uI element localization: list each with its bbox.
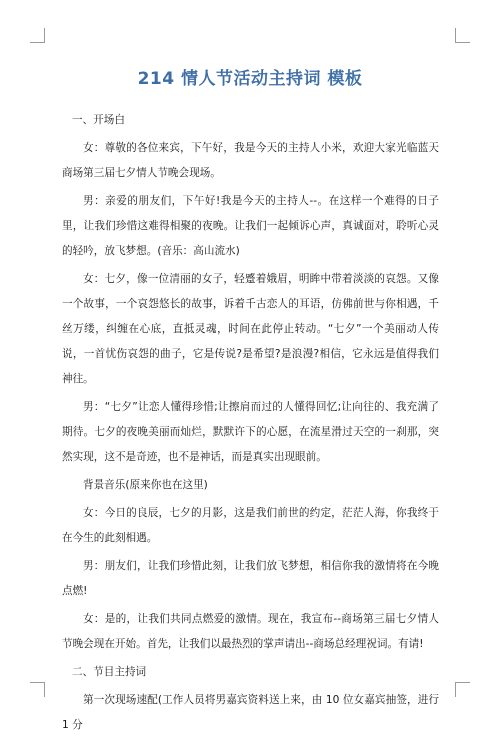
- paragraph: 男：亲爱的朋友们，下午好!我是今天的主持人--。在这样一个难得的日子里，让我们珍惜这难得相聚的夜晚。让我们一起倾诉心声，真诚面对，聆听心灵的轻吟，放飞梦想。(音乐：高山流水): [62, 195, 439, 257]
- paragraph: 女：尊敬的各位来宾，下午好，我是今天的主持人小米，欢迎大家光临蓝天商场第三届七夕情人节晚会现场。: [62, 142, 439, 179]
- document-body: [62, 108, 439, 741]
- paragraph: 男：朋友们，让我们珍惜此刻，让我们放飞梦想，相信你我的激情将在今晚点燃!: [62, 560, 439, 597]
- paragraph: 男：“七夕”让恋人懂得珍惜;让擦肩而过的人懂得回忆;让向往的、我充满了期待。七夕的夜晚美丽而灿烂，默默许下的心愿，在流星滑过天空的一刹那，突然实现，这不是奇迹，也不是神话，而是真实出现眼前。: [62, 401, 439, 463]
- section-heading-program: 二、节目主持词: [72, 666, 147, 678]
- page-corner-mark-bottom-right: [455, 682, 470, 697]
- document-title: 214 情人节活动主持词 模板: [137, 69, 363, 89]
- paragraph-music-cue: 背景音乐(原来你也在这里): [83, 479, 208, 491]
- page-corner-mark-top-right: [455, 28, 470, 43]
- paragraph: 第一次现场速配(工作人员将男嘉宾资料送上来，由 10 位女嘉宾抽签，进行 1 分: [62, 694, 439, 731]
- page-corner-mark-bottom-left: [30, 682, 45, 697]
- paragraph: 女：是的，让我们共同点燃爱的激情。现在，我宣布--商场第三届七夕情人节晚会现在开始。首先，让我们以最热烈的掌声请出--商场总经理祝词。有请!: [62, 613, 439, 650]
- paragraph: 女：今日的良辰，七夕的月影，这是我们前世的约定，茫茫人海，你我终于在今生的此刻相遇。: [62, 507, 439, 544]
- paragraph: 女：七夕，像一位清丽的女子，轻蹙着娥眉，明眸中带着淡淡的哀怨。又像一个故事，一个哀怨悠长的故事，诉着千古恋人的耳语，仿佛前世与你相遇，千丝万缕，纠缠在心底，直抵灵魂，时间在此停止转动。“七夕”一个美丽动人传说，一首忧伤哀怨的曲子，它是传说?是希望?是浪漫?相信，它永远是值得我们神往。: [62, 273, 439, 385]
- section-heading-opening: 一、开场白: [72, 114, 125, 126]
- page-corner-mark-top-left: [30, 28, 45, 43]
